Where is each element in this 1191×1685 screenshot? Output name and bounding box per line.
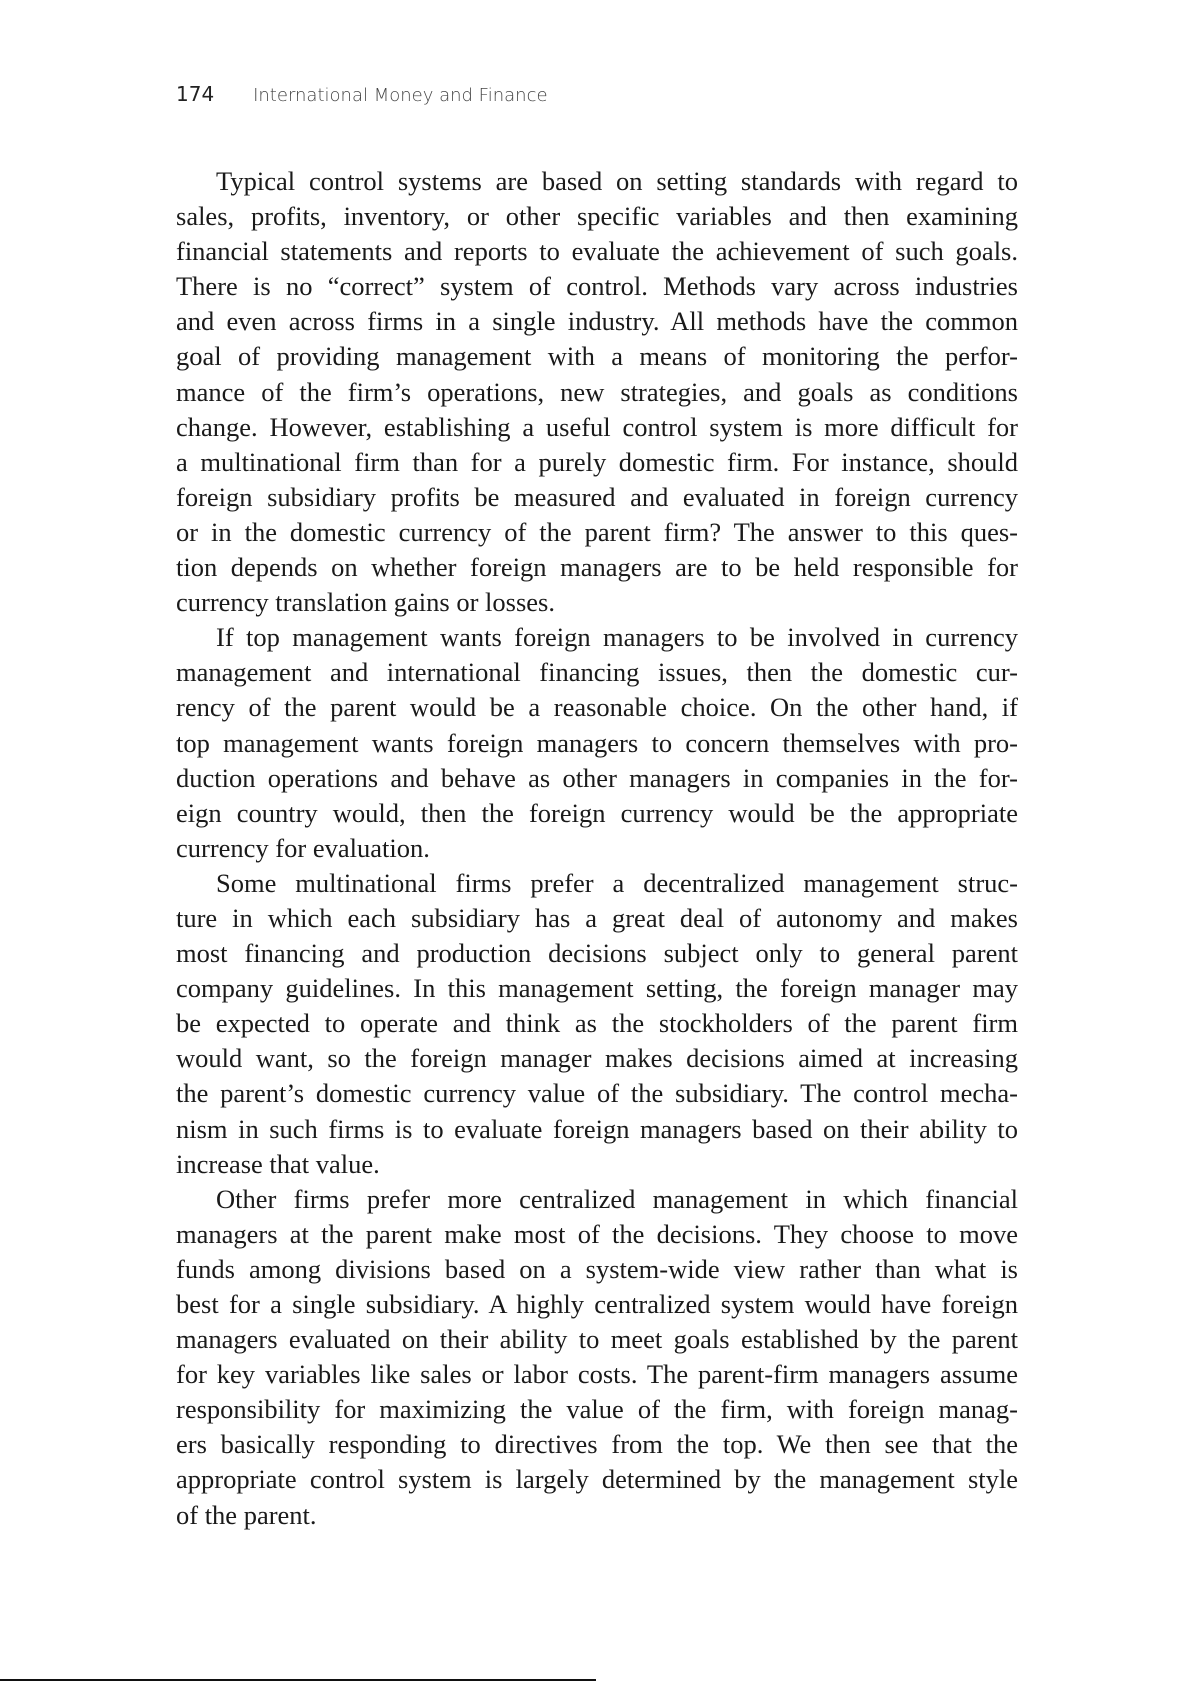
text-line: ers basically responding to directives from the top. We then see that the — [176, 1429, 1018, 1460]
text-line: tion depends on whether foreign managers are to be held responsible for — [176, 552, 1018, 583]
text-line: ture in which each subsidiary has a great deal of autonomy and makes — [176, 902, 1018, 933]
text-line: company guidelines. In this management setting, the foreign manager may — [176, 973, 1018, 1004]
text-line: would want, so the foreign manager makes decisions aimed at increasing — [176, 1043, 1018, 1074]
text-line: currency for evaluation. — [176, 832, 430, 863]
paragraph — [176, 164, 1018, 620]
text-line: and even across firms in a single industry. All methods have the common — [176, 306, 1018, 337]
text-line: There is no “correct” system of control. Methods vary across industries — [176, 271, 1018, 302]
paragraph — [176, 1182, 1018, 1533]
text-line: mance of the firm’s operations, new strategies, and goals as conditions — [176, 376, 1018, 407]
text-line: responsibility for maximizing the value of the firm, with foreign manag- — [176, 1394, 1018, 1425]
text-line: be expected to operate and think as the stockholders of the parent firm — [176, 1008, 1018, 1039]
text-line: rency of the parent would be a reasonable choice. On the other hand, if — [176, 692, 1018, 723]
body-text — [176, 164, 1018, 1533]
text-line: funds among divisions based on a system-wide view rather than what is — [176, 1253, 1018, 1284]
text-line: If top management wants foreign managers to be involved in currency — [216, 622, 1018, 653]
running-header — [176, 82, 548, 106]
text-line: goal of providing management with a means of monitoring the perfor- — [176, 341, 1018, 372]
paragraph — [176, 866, 1018, 1182]
text-line: the parent’s domestic currency value of the subsidiary. The control mecha- — [176, 1078, 1018, 1109]
text-line: Some multinational firms prefer a decentralized management struc- — [216, 867, 1018, 898]
text-line: change. However, establishing a useful control system is more difficult for — [176, 411, 1018, 442]
text-line: top management wants foreign managers to concern themselves with pro- — [176, 727, 1018, 758]
text-line: Other firms prefer more centralized management in which financial — [216, 1183, 1018, 1214]
text-line: nism in such firms is to evaluate foreign managers based on their ability to — [176, 1113, 1018, 1144]
paragraph — [176, 620, 1018, 866]
text-line: best for a single subsidiary. A highly centralized system would have foreign — [176, 1289, 1018, 1319]
text-line: eign country would, then the foreign currency would be the appropriate — [176, 797, 1018, 828]
text-line: managers at the parent make most of the decisions. They choose to move — [176, 1218, 1018, 1249]
text-line: management and international financing issues, then the domestic cur- — [176, 657, 1018, 688]
text-line: currency translation gains or losses. — [176, 587, 555, 618]
text-line: managers evaluated on their ability to meet goals established by the parent — [176, 1324, 1018, 1355]
text-line: financial statements and reports to evaluate the achievement of such goals. — [176, 236, 1018, 267]
text-line: foreign subsidiary profits be measured and evaluated in foreign currency — [176, 481, 1018, 512]
text-line: most financing and production decisions subject only to general parent — [176, 938, 1018, 969]
text-line: duction operations and behave as other managers in companies in the for- — [176, 762, 1018, 793]
text-line: appropriate control system is largely determined by the management style — [176, 1464, 1018, 1495]
running-title: International Money and Finance — [253, 85, 548, 106]
text-line: for key variables like sales or labor costs. The parent-firm managers assume — [176, 1359, 1018, 1390]
text-line: sales, profits, inventory, or other specific variables and then examining — [176, 201, 1018, 232]
text-line: of the parent. — [176, 1499, 317, 1530]
text-line: increase that value. — [176, 1148, 380, 1179]
page-number: 174 — [176, 82, 215, 106]
text-line: or in the domestic currency of the parent firm? The answer to this ques- — [176, 516, 1018, 547]
footer-rule — [0, 1679, 596, 1681]
text-line: a multinational firm than for a purely domestic firm. For instance, should — [176, 446, 1018, 477]
text-line: Typical control systems are based on setting standards with regard to — [216, 166, 1018, 196]
